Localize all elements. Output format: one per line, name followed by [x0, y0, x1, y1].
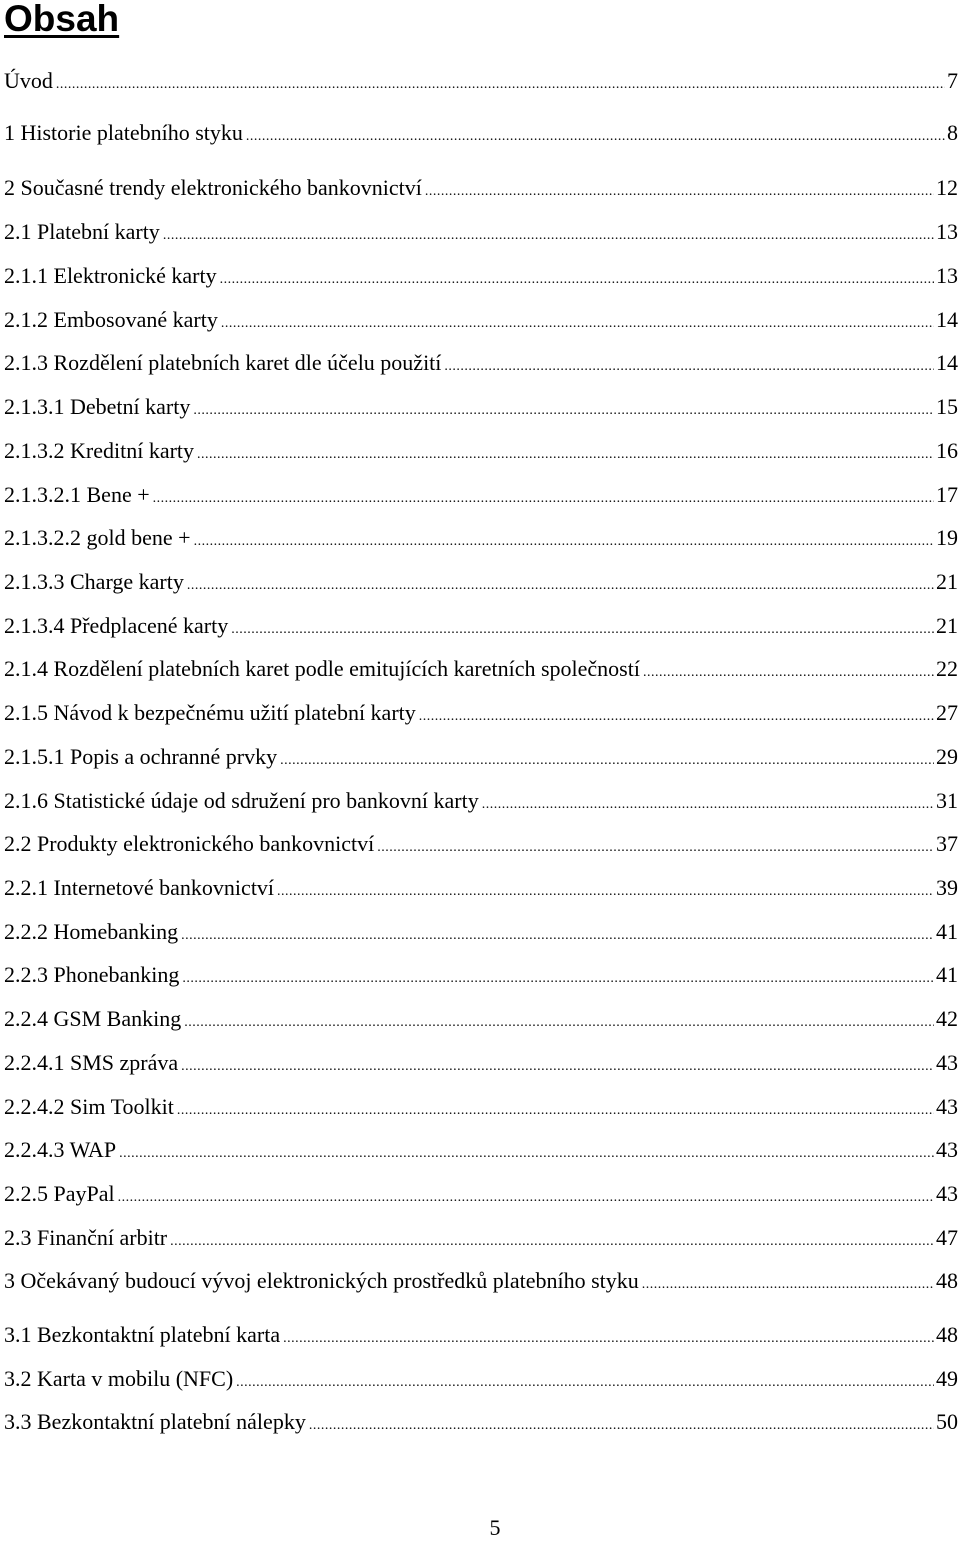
toc-dot-leader	[56, 70, 945, 100]
toc-entry[interactable]	[4, 567, 958, 597]
toc-entry[interactable]	[4, 1048, 958, 1078]
toc-entry-page: 42	[936, 1006, 958, 1031]
toc-dot-leader	[377, 833, 934, 863]
toc-entry[interactable]	[4, 1004, 958, 1034]
toc-entry-title: 2.2 Produkty elektronického bankovnictví	[4, 831, 375, 856]
toc-entry-page: 41	[936, 919, 958, 944]
toc-entry[interactable]	[4, 698, 958, 728]
toc-entry-title: Úvod	[4, 68, 53, 93]
toc-entry[interactable]	[4, 654, 958, 684]
toc-dot-leader	[220, 265, 934, 295]
toc-entry[interactable]	[4, 1407, 958, 1437]
toc-entry-title: 1 Historie platebního styku	[4, 120, 243, 145]
toc-dot-leader	[221, 309, 934, 339]
toc-entry-title: 3.3 Bezkontaktní platební nálepky	[4, 1409, 306, 1434]
toc-dot-leader	[181, 1052, 934, 1082]
toc-dot-leader	[187, 571, 934, 601]
toc-entry-title: 2.2.5 PayPal	[4, 1181, 115, 1206]
toc-entry-page: 15	[936, 394, 958, 419]
toc-dot-leader	[182, 964, 934, 994]
toc-entry-title: 2.1.3.1 Debetní karty	[4, 394, 191, 419]
toc-entry-title: 2.1 Platební karty	[4, 219, 160, 244]
toc-entry-page: 16	[936, 438, 958, 463]
toc-entry[interactable]	[4, 1179, 958, 1209]
toc-dot-leader	[231, 615, 934, 645]
toc-entry-page: 21	[936, 613, 958, 638]
toc-entry-page: 43	[936, 1050, 958, 1075]
toc-entry[interactable]	[4, 1223, 958, 1253]
toc-dot-leader	[236, 1368, 934, 1398]
toc-dot-leader	[170, 1227, 934, 1257]
toc-entry-page: 8	[947, 120, 958, 145]
toc-entry-title: 2.1.3.4 Předplacené karty	[4, 613, 229, 638]
toc-entry-page: 43	[936, 1094, 958, 1119]
toc-entry[interactable]	[4, 1092, 958, 1122]
toc-entry[interactable]	[4, 392, 958, 422]
toc-entry[interactable]	[4, 611, 958, 641]
toc-entry-page: 7	[947, 68, 958, 93]
toc-entry[interactable]	[4, 917, 958, 947]
toc-entry-page: 13	[936, 263, 958, 288]
toc-dot-leader	[184, 1008, 934, 1038]
toc-entry-page: 50	[936, 1409, 958, 1434]
toc-entry-page: 14	[936, 307, 958, 332]
toc-entry-title: 3.2 Karta v mobilu (NFC)	[4, 1366, 234, 1391]
toc-entry-title: 3.1 Bezkontaktní platební karta	[4, 1322, 281, 1347]
page-number: 5	[489, 1515, 501, 1540]
toc-dot-leader	[119, 1139, 934, 1169]
toc-entry-title: 2.1.3 Rozdělení platebních karet dle účelu použití	[4, 350, 442, 375]
toc-entry[interactable]	[4, 66, 958, 96]
toc-entry-title: 2 Současné trendy elektronického bankovnictví	[4, 175, 422, 200]
toc-dot-leader	[643, 658, 934, 688]
toc-entry[interactable]	[4, 217, 958, 247]
toc-entry-page: 19	[936, 525, 958, 550]
toc-entry-title: 2.2.1 Internetové bankovnictví	[4, 875, 275, 900]
toc-entry-page: 14	[936, 350, 958, 375]
toc-dot-leader	[419, 702, 934, 732]
toc-dot-leader	[163, 221, 934, 251]
toc-entry[interactable]	[4, 786, 958, 816]
toc-entry[interactable]	[4, 1364, 958, 1394]
toc-entry-title: 2.1.2 Embosované karty	[4, 307, 218, 332]
page-title: Obsah	[4, 0, 120, 39]
toc-dot-leader	[177, 1096, 934, 1126]
toc-dot-leader	[277, 877, 934, 907]
toc-entry-title: 3 Očekávaný budoucí vývoj elektronických prostředků platebního styku	[4, 1268, 639, 1293]
toc-entry-title: 2.1.3.2.1 Bene +	[4, 482, 150, 507]
toc-entry-page: 48	[936, 1268, 958, 1293]
toc-entry-page: 48	[936, 1322, 958, 1347]
toc-entry-title: 2.1.5.1 Popis a ochranné prvky	[4, 744, 278, 769]
toc-entry-page: 49	[936, 1366, 958, 1391]
toc-entry-page: 27	[936, 700, 958, 725]
toc-dot-leader	[482, 790, 934, 820]
toc-entry[interactable]	[4, 1135, 958, 1165]
toc-entry[interactable]	[4, 305, 958, 335]
toc-entry[interactable]	[4, 873, 958, 903]
toc-entry-title: 2.1.1 Elektronické karty	[4, 263, 217, 288]
toc-entry[interactable]	[4, 348, 958, 378]
toc-dot-leader	[246, 122, 945, 152]
toc-entry[interactable]	[4, 742, 958, 772]
toc-entry-page: 43	[936, 1181, 958, 1206]
toc-entry-page: 43	[936, 1137, 958, 1162]
toc-entry-title: 2.1.4 Rozdělení platebních karet podle emitujících karetních společností	[4, 656, 640, 681]
toc-dot-leader	[153, 484, 934, 514]
toc-dot-leader	[444, 352, 934, 382]
toc-entry-title: 2.2.4.2 Sim Toolkit	[4, 1094, 174, 1119]
toc-entry[interactable]	[4, 173, 958, 203]
toc-entry[interactable]	[4, 480, 958, 510]
toc-dot-leader	[280, 746, 934, 776]
toc-entry[interactable]	[4, 118, 958, 148]
toc-entry-title: 2.1.5 Návod k bezpečnému užití platební karty	[4, 700, 416, 725]
toc-entry[interactable]	[4, 829, 958, 859]
toc-entry-title: 2.2.4.1 SMS zpráva	[4, 1050, 179, 1075]
toc-entry-title: 2.2.4.3 WAP	[4, 1137, 117, 1162]
toc-entry-title: 2.1.3.2.2 gold bene +	[4, 525, 191, 550]
toc-entry-page: 13	[936, 219, 958, 244]
toc-entry-title: 2.3 Finanční arbitr	[4, 1225, 168, 1250]
toc-entry-title: 2.2.3 Phonebanking	[4, 962, 180, 987]
toc-entry[interactable]	[4, 960, 958, 990]
toc-dot-leader	[181, 921, 934, 951]
toc-dot-leader	[309, 1411, 934, 1441]
toc-dot-leader	[197, 440, 934, 470]
toc-dot-leader	[642, 1270, 934, 1300]
toc-entry[interactable]	[4, 1320, 958, 1350]
toc-entry-page: 22	[936, 656, 958, 681]
toc-entry-page: 17	[936, 482, 958, 507]
toc-dot-leader	[193, 396, 934, 426]
toc-entry-title: 2.2.4 GSM Banking	[4, 1006, 182, 1031]
toc-entry[interactable]	[4, 1266, 958, 1296]
toc-dot-leader	[283, 1324, 934, 1354]
toc-dot-leader	[194, 527, 934, 557]
toc-entry[interactable]	[4, 436, 958, 466]
toc-entry-page: 21	[936, 569, 958, 594]
toc-entry-page: 29	[936, 744, 958, 769]
toc-entry[interactable]	[4, 261, 958, 291]
toc-dot-leader	[118, 1183, 934, 1213]
toc-entry-page: 31	[936, 788, 958, 813]
toc-entry-page: 37	[936, 831, 958, 856]
toc-entry[interactable]	[4, 523, 958, 553]
toc-entry-title: 2.2.2 Homebanking	[4, 919, 179, 944]
toc-entry-title: 2.1.3.3 Charge karty	[4, 569, 184, 594]
toc-entry-page: 41	[936, 962, 958, 987]
toc-dot-leader	[425, 177, 934, 207]
table-of-contents	[4, 0, 958, 1450]
toc-entry-page: 47	[936, 1225, 958, 1250]
toc-entry-page: 39	[936, 875, 958, 900]
toc-entry-page: 12	[936, 175, 958, 200]
toc-entry-title: 2.1.6 Statistické údaje od sdružení pro bankovní karty	[4, 788, 479, 813]
toc-entry-title: 2.1.3.2 Kreditní karty	[4, 438, 195, 463]
